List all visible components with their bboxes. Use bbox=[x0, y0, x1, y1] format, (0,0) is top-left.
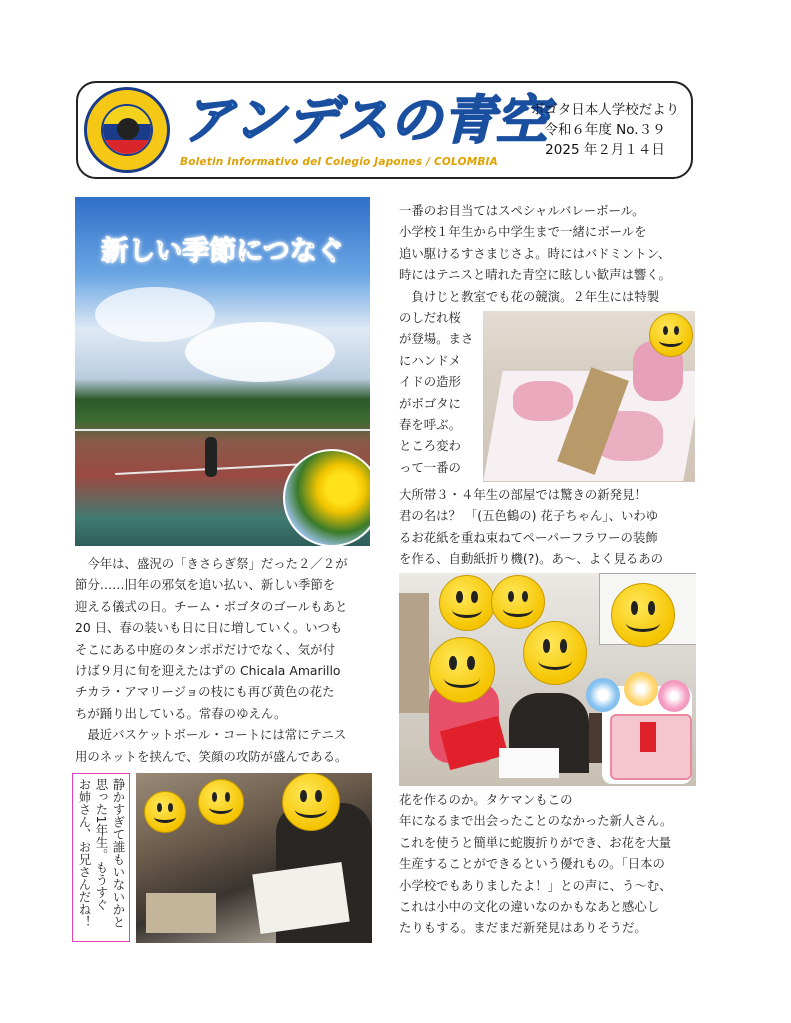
paragraph-line: そこにある中庭のタンポポだけでなく、気が付 bbox=[75, 641, 335, 657]
smiley-face-icon bbox=[439, 575, 495, 631]
sidenote-line: お姉さん、お兄さんだね！ bbox=[77, 778, 92, 928]
flower-machine-inset bbox=[602, 686, 692, 784]
sakura-craft-photo bbox=[483, 311, 695, 482]
smiley-face-icon bbox=[144, 791, 186, 833]
paragraph-line: 小学校でもありましたよ！」との声に、う～む、 bbox=[399, 877, 672, 893]
paragraph-line: 今年は、盛況の「きさらぎ祭」だった２／２が bbox=[75, 556, 348, 571]
smiley-face-icon bbox=[198, 779, 244, 825]
right-column-text-top bbox=[399, 200, 671, 307]
paragraph-line: 君の名は？ 「(五色鶴の) 花子ちゃん」、いわゆ bbox=[399, 508, 659, 524]
paragraph-line: これは小中の文化の違いなのかもなあと感心し bbox=[399, 898, 660, 914]
paragraph-line: 追い駆けるすさまじさよ。時にはバドミントン、 bbox=[399, 245, 671, 261]
tennis-court-photo bbox=[75, 197, 370, 546]
right-column-text-mid bbox=[399, 484, 663, 570]
paragraph-line: 用のネットを挟んで、笑顔の攻防が盛んである。 bbox=[75, 748, 348, 764]
paragraph-line: が登場。まさ bbox=[399, 331, 474, 347]
paragraph-line: たりもする。まだまだ新発見はありそうだ。 bbox=[399, 920, 647, 936]
paragraph-line: けば９月に旬を迎えたはずの Chicala Amarillo bbox=[75, 662, 341, 678]
paper-flower-machine-photo bbox=[399, 573, 696, 786]
paragraph-line: チカラ・アマリージョの枝にも再び黄色の花た bbox=[75, 684, 335, 700]
paragraph-line: 時にはテニスと晴れた青空に眩しい歓声は響く。 bbox=[399, 267, 671, 283]
paragraph-line: 負けじと教室でも花の競演。２年生には特製 bbox=[399, 288, 660, 304]
paragraph-line: のしだれ桜 bbox=[399, 310, 461, 325]
paragraph-line: 節分……旧年の邪気を追い払い、新しい季節を bbox=[75, 577, 336, 593]
headline-text: 新しい季節につなぐ bbox=[101, 236, 344, 267]
paragraph-line: 大所帯３・４年生の部屋では驚きの新発見！ bbox=[399, 487, 647, 502]
paragraph-line: 春を呼ぶ。 bbox=[399, 416, 462, 432]
paragraph-line: これを使うと簡単に蛇腹折りができ、お花を大量 bbox=[399, 834, 672, 850]
paragraph-line: を作る、自動紙折り機(?)。あ～、よく見るあの bbox=[399, 551, 664, 567]
smiley-face-icon bbox=[282, 773, 340, 831]
paragraph-line: 迎える儀式の日。チーム・ボゴタのゴールもあと bbox=[75, 598, 348, 614]
smiley-face-icon bbox=[649, 313, 693, 357]
paragraph-line: 小学校１年生から中学生まで一緒にボールを bbox=[399, 224, 647, 240]
yellow-flower-inset bbox=[283, 449, 370, 546]
issue-info bbox=[520, 100, 690, 160]
first-grade-photo bbox=[136, 773, 372, 943]
issue-date: 2025 年２月１４日 bbox=[545, 142, 665, 158]
paragraph-line: 20 日、春の装いも日に日に増していく。いつも bbox=[75, 620, 343, 636]
paragraph-line: にハンドメ bbox=[399, 352, 461, 368]
paragraph-line: がボゴタに bbox=[399, 395, 461, 411]
paragraph-line: ところ変わ bbox=[399, 438, 461, 454]
paragraph-line: 花を作るのか。タケマンもこの bbox=[399, 792, 573, 807]
issue-number: 令和６年度 No.３９ bbox=[544, 122, 666, 138]
paragraph-line: 最近バスケットボール・コートには常にテニス bbox=[75, 727, 347, 743]
smiley-face-icon bbox=[491, 575, 545, 629]
paragraph-line: って一番の bbox=[399, 459, 461, 475]
school-crest-logo bbox=[84, 87, 170, 173]
left-column-text bbox=[75, 553, 348, 767]
paragraph-line: るお花紙を重ね束ねてペーパーフラワーの装飾 bbox=[399, 529, 658, 545]
newsletter-title: アンデスの青空 bbox=[182, 91, 549, 151]
right-column-text-bottom bbox=[399, 789, 672, 939]
sidenote-box bbox=[72, 773, 130, 942]
paragraph-line: 生産することができるという優れもの。「日本の bbox=[399, 856, 665, 872]
smiley-face-icon bbox=[611, 583, 675, 647]
paragraph-line: イドの造形 bbox=[399, 374, 461, 390]
newsletter-subtitle: Boletin Informativo del Colegio Japones / COLOMBIA bbox=[180, 156, 498, 168]
sidenote-line: 静かすぎて誰もいないかと bbox=[111, 778, 126, 928]
smiley-face-icon bbox=[523, 621, 587, 685]
paragraph-line: 年になるまで出会ったことのなかった新人さん。 bbox=[399, 813, 673, 829]
paragraph-line: 一番のお目当てはスペシャルバレーボール。 bbox=[399, 203, 645, 218]
issue-school-name: ボゴタ日本人学校だより bbox=[530, 102, 680, 118]
sidenote-line: 思った1年生。もうすぐ bbox=[94, 778, 109, 911]
paragraph-line: ちが踊り出している。常春のゆえん。 bbox=[75, 705, 287, 721]
right-column-text-narrow bbox=[399, 307, 473, 478]
smiley-face-icon bbox=[429, 637, 495, 703]
